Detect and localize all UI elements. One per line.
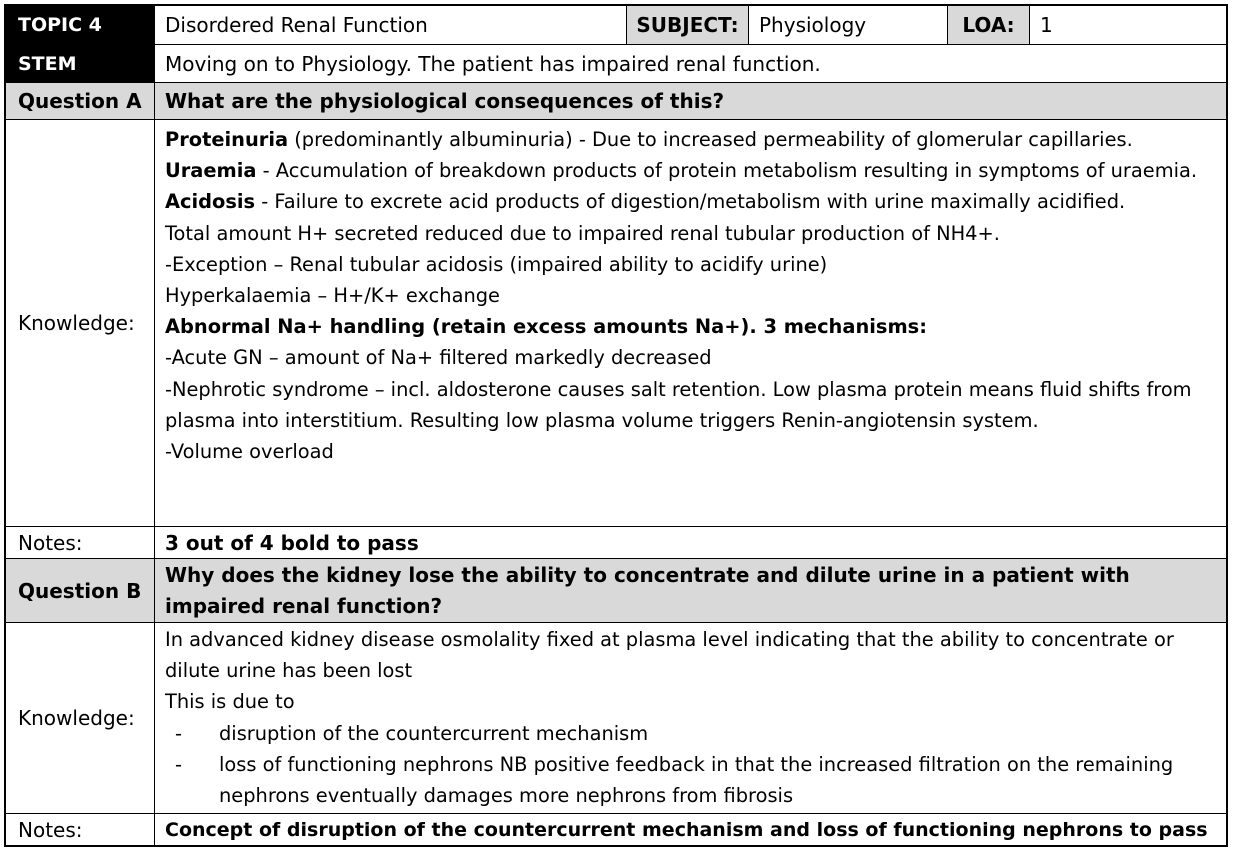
notes-a-text: 3 out of 4 bold to pass [154, 527, 1226, 558]
notes-b-text: Concept of disruption of the countercurrent mechanism and loss of functioning nephrons to pass [154, 814, 1226, 845]
question-b-text: Why does the kidney lose the ability to concentrate and dilute urine in a patient with impaired renal function? [154, 559, 1226, 622]
exam-question-sheet [4, 4, 1228, 847]
stem-row [6, 44, 1226, 82]
knowledge-a-content [154, 120, 1226, 526]
bullet-dash: - [175, 721, 182, 745]
list-item [165, 749, 1216, 811]
header-row [6, 6, 1226, 44]
list-item [165, 718, 1216, 749]
bullet-text: disruption of the countercurrent mechanism [219, 721, 649, 745]
knowledge-b-due-to: This is due to [165, 690, 295, 714]
knowledge-a-item: -Exception – Renal tubular acidosis (impaired ability to acidify urine) [165, 252, 828, 276]
stem-text: Moving on to Physiology. The patient has impaired renal function. [154, 45, 1226, 82]
bullet-text: loss of functioning nephrons NB positive feedback in that the increased filtration on the remaining nephrons eventually damages more nephrons from fibrosis [219, 752, 1174, 808]
subject-value: Physiology [748, 6, 947, 44]
knowledge-a-item: Hyperkalaemia – H+/K+ exchange [165, 284, 500, 308]
question-a-row [6, 82, 1226, 119]
knowledge-a-item: Total amount H+ secreted reduced due to impaired renal tubular production of NH4+. [165, 221, 1000, 245]
question-b-label: Question B [6, 559, 154, 622]
topic-label: TOPIC 4 [6, 6, 154, 44]
bullet-dash: - [175, 752, 182, 776]
topic-title: Disordered Renal Function [154, 6, 626, 44]
loa-value: 1 [1029, 6, 1226, 44]
knowledge-a-item: Abnormal Na+ handling (retain excess amounts Na+). 3 mechanisms: [165, 315, 927, 339]
knowledge-a-item: Uraemia - Accumulation of breakdown products of protein metabolism resulting in symptoms of uraemia. [165, 159, 1198, 183]
stem-label: STEM [6, 45, 154, 82]
question-a-text: What are the physiological consequences of this? [154, 83, 1226, 119]
loa-label: LOA: [947, 6, 1029, 44]
notes-b-label: Notes: [18, 817, 83, 842]
knowledge-a-item: -Acute GN – amount of Na+ filtered markedly decreased [165, 346, 712, 370]
knowledge-a-item: Acidosis - Failure to excrete acid products of digestion/metabolism with urine maximally acidified. [165, 190, 1126, 214]
question-b-row [6, 558, 1226, 622]
knowledge-a-item: -Nephrotic syndrome – incl. aldosterone causes salt retention. Low plasma protein means fluid shifts from plasma into interstitium. Resulting low plasma volume triggers Renin-angiotensin system. [165, 377, 1192, 432]
knowledge-a-label: Knowledge: [18, 311, 135, 335]
notes-b-row [6, 813, 1226, 845]
knowledge-a-row [6, 119, 1226, 526]
knowledge-b-content [154, 623, 1226, 813]
knowledge-b-row [6, 622, 1226, 813]
knowledge-a-item: Proteinuria (predominantly albuminuria) - Due to increased permeability of glomerular capillaries. [165, 128, 1133, 151]
notes-a-label: Notes: [18, 530, 83, 555]
notes-a-row [6, 526, 1226, 558]
subject-label: SUBJECT: [626, 6, 748, 44]
question-a-label: Question A [6, 83, 154, 119]
knowledge-a-item: -Volume overload [165, 440, 334, 464]
knowledge-b-intro: In advanced kidney disease osmolality fixed at plasma level indicating that the ability to concentrate or dilute urine has been lost [165, 628, 1174, 683]
knowledge-b-label: Knowledge: [18, 706, 135, 730]
